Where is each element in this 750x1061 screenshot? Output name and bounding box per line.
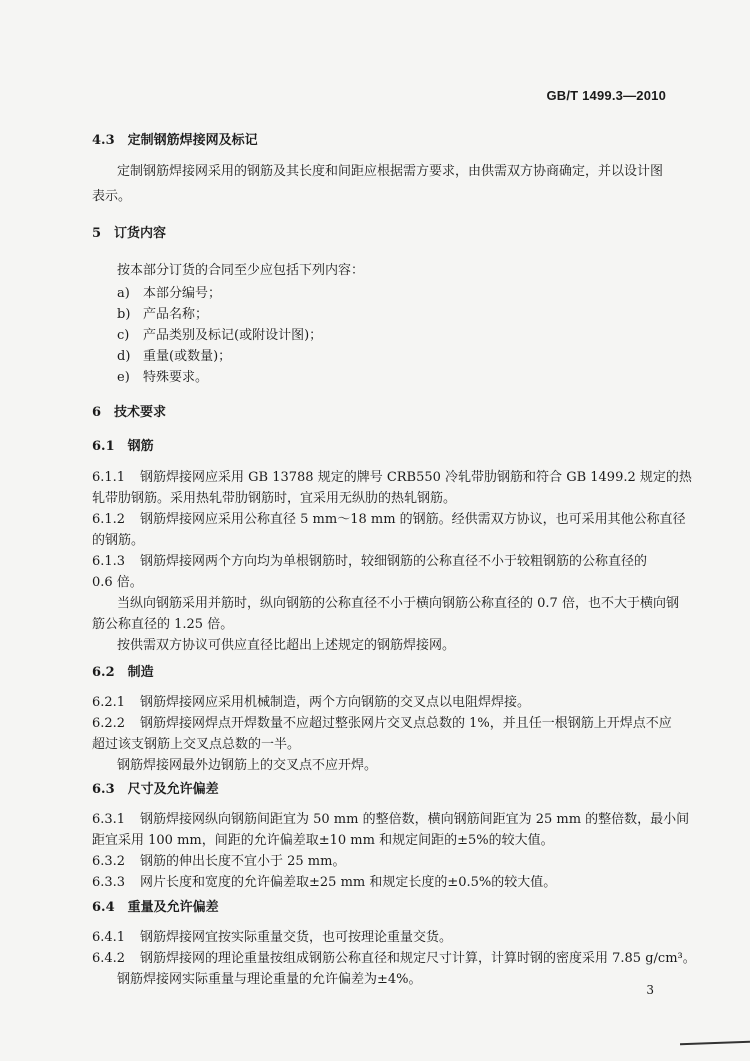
clause-6-1-3-line1	[92, 552, 647, 572]
page-number: 3	[646, 983, 654, 997]
clause-6-1-3-line2: 0.6 倍。	[92, 575, 143, 590]
clause-text: 钢筋焊接网宜按实际重量交货，也可按理论重量交货。	[140, 930, 453, 945]
clause-number: 6.2.2	[92, 716, 126, 731]
clause-6-1-1-line1	[92, 468, 692, 488]
clause-text: 钢筋焊接网两个方向均为单根钢筋时，较细钢筋的公称直径不小于较粗钢筋的公称直径的	[140, 554, 648, 569]
clause-text: 钢筋焊接网应采用机械制造，两个方向钢筋的交叉点以电阻焊焊接。	[140, 695, 531, 710]
clause-6-2-2-line1	[92, 714, 672, 734]
list-item	[117, 284, 221, 304]
list-item-text: 特殊要求。	[143, 370, 209, 385]
clause-6-2-1	[92, 693, 530, 713]
clause-text: 钢筋焊接网应采用 GB 13788 规定的牌号 CRB550 冷轧带肋钢筋和符合 GB 1499.2 规定的热	[140, 470, 692, 485]
para-4-3-line1: 定制钢筋焊接网采用的钢筋及其长度和间距应根据需方要求，由供需双方协商确定，并以设计图	[117, 164, 664, 179]
heading-6-3: 6.3 尺寸及允许偏差	[92, 782, 219, 797]
clause-number: 6.4.2	[92, 951, 126, 966]
clause-number: 6.2.1	[92, 695, 126, 710]
clause-number: 6.1.3	[92, 554, 126, 569]
clause-6-3-2	[92, 852, 345, 872]
list-item	[117, 368, 208, 388]
clause-text: 钢筋的伸出长度不宜小于 25 mm。	[140, 854, 346, 869]
clause-6-4-2	[92, 949, 696, 969]
para-6-1-a-line1: 当纵向钢筋采用并筋时，纵向钢筋的公称直径不小于横向钢筋公称直径的 0.7 倍，也不大于横向钢	[117, 596, 679, 611]
para-5-intro: 按本部分订货的合同至少应包括下列内容：	[117, 263, 365, 278]
clause-6-1-2-line1	[92, 510, 686, 530]
clause-number: 6.3.2	[92, 854, 126, 869]
clause-number: 6.1.1	[92, 470, 126, 485]
list-item-label: a)	[117, 286, 130, 301]
list-item-label: d)	[117, 349, 131, 364]
clause-6-1-1-line2: 轧带肋钢筋。采用热轧带肋钢筋时，宜采用无纵肋的热轧钢筋。	[92, 491, 457, 506]
clause-6-3-1-line2: 距宜采用 100 mm，间距的允许偏差取±10 mm 和规定间距的±5%的较大值。	[92, 833, 554, 848]
clause-number: 6.4.1	[92, 930, 126, 945]
heading-6-2: 6.2 制造	[92, 665, 154, 680]
scan-mark	[680, 1041, 750, 1045]
list-item-label: c)	[117, 328, 130, 343]
clause-number: 6.3.3	[92, 875, 126, 890]
clause-6-3-3	[92, 873, 556, 893]
clause-text: 钢筋焊接网的理论重量按组成钢筋公称直径和规定尺寸计算，计算时钢的密度采用 7.85 g/cm³。	[140, 951, 696, 966]
list-item	[117, 347, 231, 367]
clause-number: 6.3.1	[92, 812, 126, 827]
clause-6-2-2-line2: 超过该支钢筋上交叉点总数的一半。	[92, 737, 301, 752]
list-item-text: 本部分编号；	[143, 286, 222, 301]
list-item-text: 产品类别及标记(或附设计图)；	[143, 328, 323, 343]
heading-4-3: 4.3 定制钢筋焊接网及标记	[92, 133, 258, 148]
clause-text: 钢筋焊接网纵向钢筋间距宜为 50 mm 的整倍数，横向钢筋间距宜为 25 mm 的整倍数，最小间	[140, 812, 690, 827]
clause-number: 6.1.2	[92, 512, 126, 527]
para-6-4-a: 钢筋焊接网实际重量与理论重量的允许偏差为±4%。	[117, 972, 422, 987]
clause-6-4-1	[92, 928, 452, 948]
list-item	[117, 305, 208, 325]
heading-6-4: 6.4 重量及允许偏差	[92, 900, 219, 915]
heading-6-1: 6.1 钢筋	[92, 439, 154, 454]
standard-code: GB/T 1499.3—2010	[546, 88, 666, 103]
heading-6: 6 技术要求	[92, 405, 167, 420]
list-item	[117, 326, 322, 346]
list-item-text: 产品名称；	[143, 307, 209, 322]
clause-6-3-1-line1	[92, 810, 689, 830]
para-4-3-line2: 表示。	[92, 189, 132, 204]
para-6-1-a-line2: 筋公称直径的 1.25 倍。	[92, 617, 234, 632]
clause-text: 网片长度和宽度的允许偏差取±25 mm 和规定长度的±0.5%的较大值。	[140, 875, 557, 890]
clause-6-1-2-line2: 的钢筋。	[92, 533, 145, 548]
clause-text: 钢筋焊接网应采用公称直径 5 mm～18 mm 的钢筋。经供需双方协议，也可采用其他公称直径	[140, 512, 686, 527]
clause-text: 钢筋焊接网焊点开焊数量不应超过整张网片交叉点总数的 1%，并且任一根钢筋上开焊点不应	[140, 716, 672, 731]
list-item-label: e)	[117, 370, 130, 385]
list-item-label: b)	[117, 307, 131, 322]
heading-5: 5 订货内容	[92, 226, 167, 241]
list-item-text: 重量(或数量)；	[143, 349, 232, 364]
para-6-2-a: 钢筋焊接网最外边钢筋上的交叉点不应开焊。	[117, 758, 378, 773]
para-6-1-b: 按供需双方协议可供应直径比超出上述规定的钢筋焊接网。	[117, 638, 456, 653]
